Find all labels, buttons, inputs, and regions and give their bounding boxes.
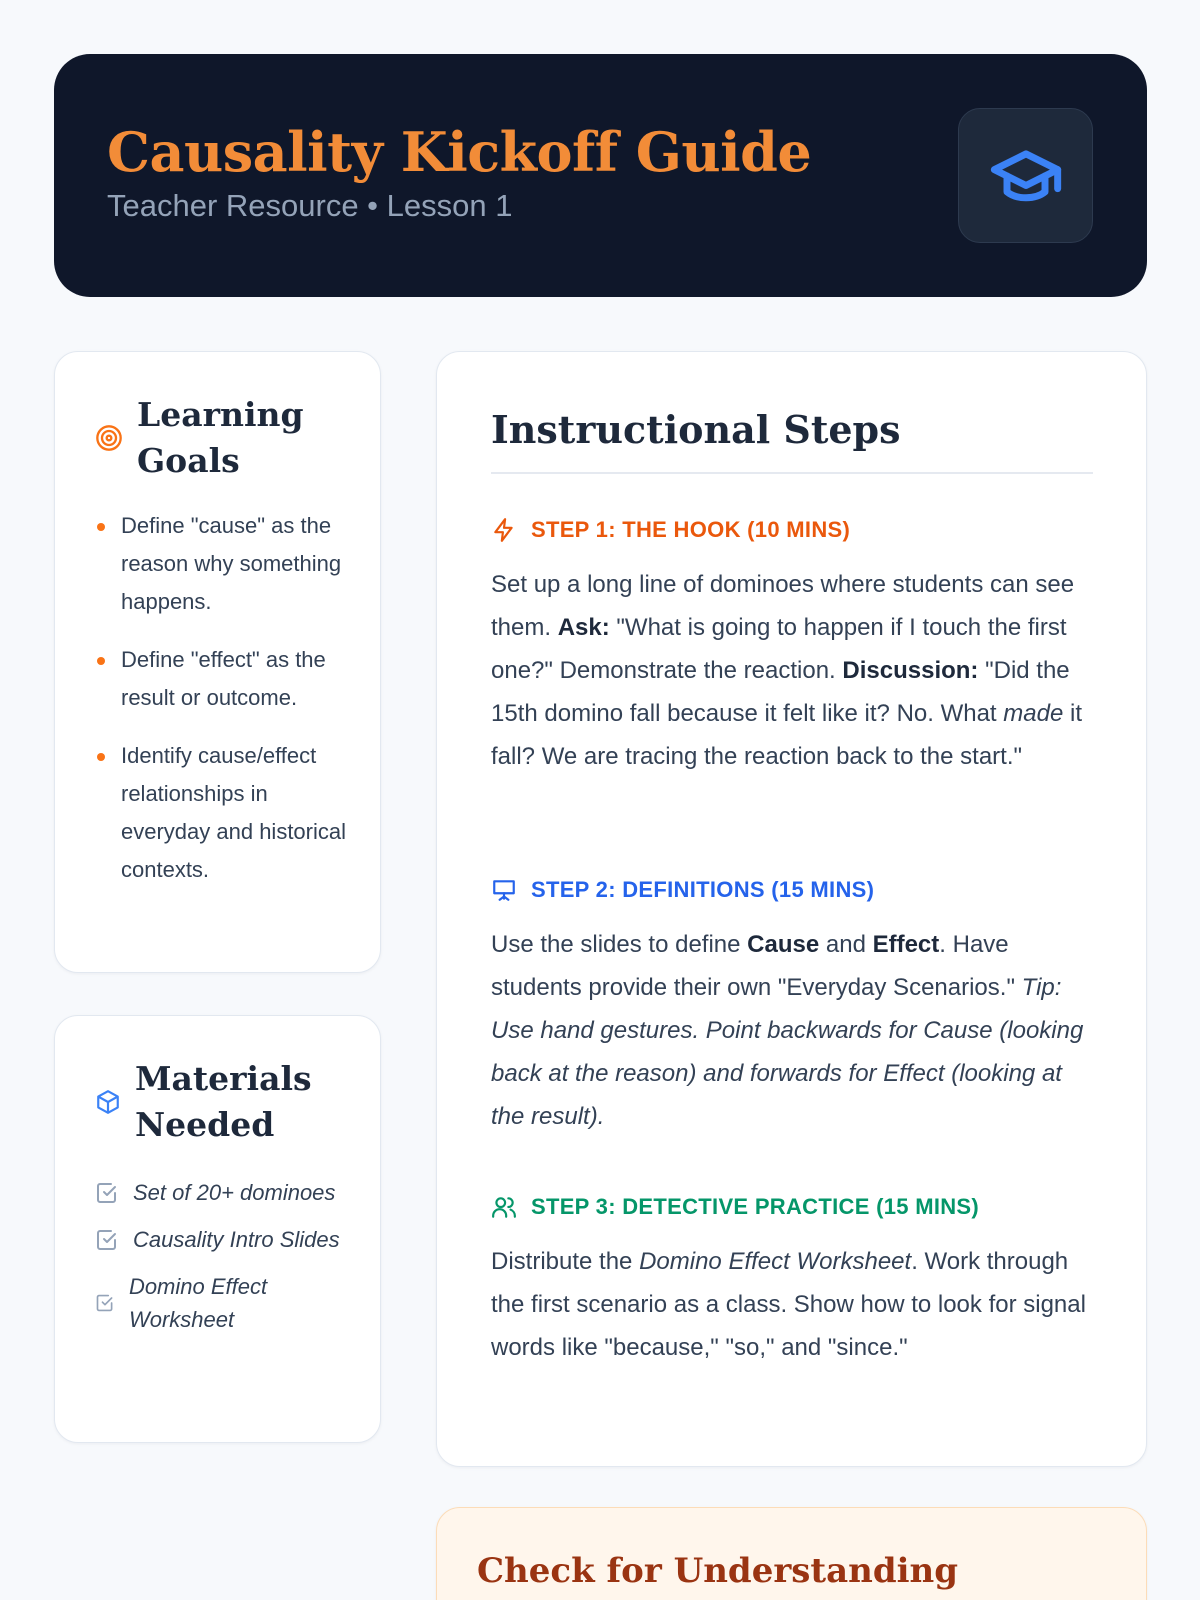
materials-list xyxy=(95,1176,355,1350)
materials-card xyxy=(54,1015,381,1443)
target-icon xyxy=(95,424,123,452)
checkbox-icon xyxy=(95,1228,119,1252)
learning-goals-title: Learning Goals xyxy=(137,395,304,480)
presentation-icon xyxy=(491,877,517,903)
page-title: Causality Kickoff Guide xyxy=(107,120,812,184)
materials-header xyxy=(95,1056,315,1148)
list-item xyxy=(95,1176,355,1209)
checkbox-icon xyxy=(95,1292,115,1314)
step-3-header xyxy=(491,1194,979,1220)
step-2-label: STEP 2: DEFINITIONS (15 MINS) xyxy=(531,877,875,902)
lightning-icon xyxy=(491,517,517,543)
step-1-body: Set up a long line of dominoes where students can see them. Ask: "What is going to happen if I touch the first one?" Demonstrate the reaction. Discussion: "Did the 15th domino fall because it felt like it? No. What made it fall? We are tracing the reaction back to the start." xyxy=(491,571,1082,770)
page-subtitle: Teacher Resource • Lesson 1 xyxy=(107,188,513,223)
users-icon xyxy=(491,1194,517,1220)
list-item: Define "cause" as the reason why something happens. xyxy=(95,507,355,621)
header-icon-box xyxy=(958,108,1093,243)
list-item: Define "effect" as the result or outcome. xyxy=(95,641,355,717)
steps-title: Instructional Steps xyxy=(491,407,901,452)
learning-goals-list xyxy=(95,507,355,909)
list-item xyxy=(95,1223,355,1256)
material-label: Causality Intro Slides xyxy=(133,1227,340,1252)
box-icon xyxy=(95,1089,121,1115)
list-item xyxy=(95,1270,355,1336)
header-banner xyxy=(54,54,1147,297)
step-2-header xyxy=(491,877,874,903)
step-2-tip: Tip: Use hand gestures. Point backwards for Cause (looking back at the reason) and forwards for Effect (looking at the result). xyxy=(491,974,1084,1130)
check-understanding-card xyxy=(436,1507,1147,1600)
check-understanding-title: Check for Understanding xyxy=(477,1551,959,1591)
step-2-body: Use the slides to define Cause and Effect. Have students provide their own "Everyday Scenarios." Tip: Use hand gestures. Point backwards for Cause (looking back at the reason) and forwards for Effect (looking at the result). xyxy=(491,931,1084,1130)
material-label: Domino Effect Worksheet xyxy=(128,1274,268,1332)
graduation-cap-icon xyxy=(988,138,1064,214)
material-label: Set of 20+ dominoes xyxy=(133,1180,336,1205)
step-1-label: STEP 1: THE HOOK (10 MINS) xyxy=(531,517,851,542)
instructional-steps-card xyxy=(436,351,1147,1467)
learning-goals-header xyxy=(95,392,317,484)
materials-title: Materials Needed xyxy=(135,1059,312,1144)
checkbox-icon xyxy=(95,1181,119,1205)
step-3-body: Distribute the Domino Effect Worksheet. Work through the first scenario as a class. Show how to look for signal words like "because," "so," and "since." xyxy=(491,1248,1086,1361)
list-item: Identify cause/effect relationships in everyday and historical contexts. xyxy=(95,737,355,889)
learning-goals-card xyxy=(54,351,381,973)
step-3-label: STEP 3: DETECTIVE PRACTICE (15 MINS) xyxy=(531,1194,980,1219)
divider xyxy=(491,472,1093,474)
step-1-header xyxy=(491,517,850,543)
